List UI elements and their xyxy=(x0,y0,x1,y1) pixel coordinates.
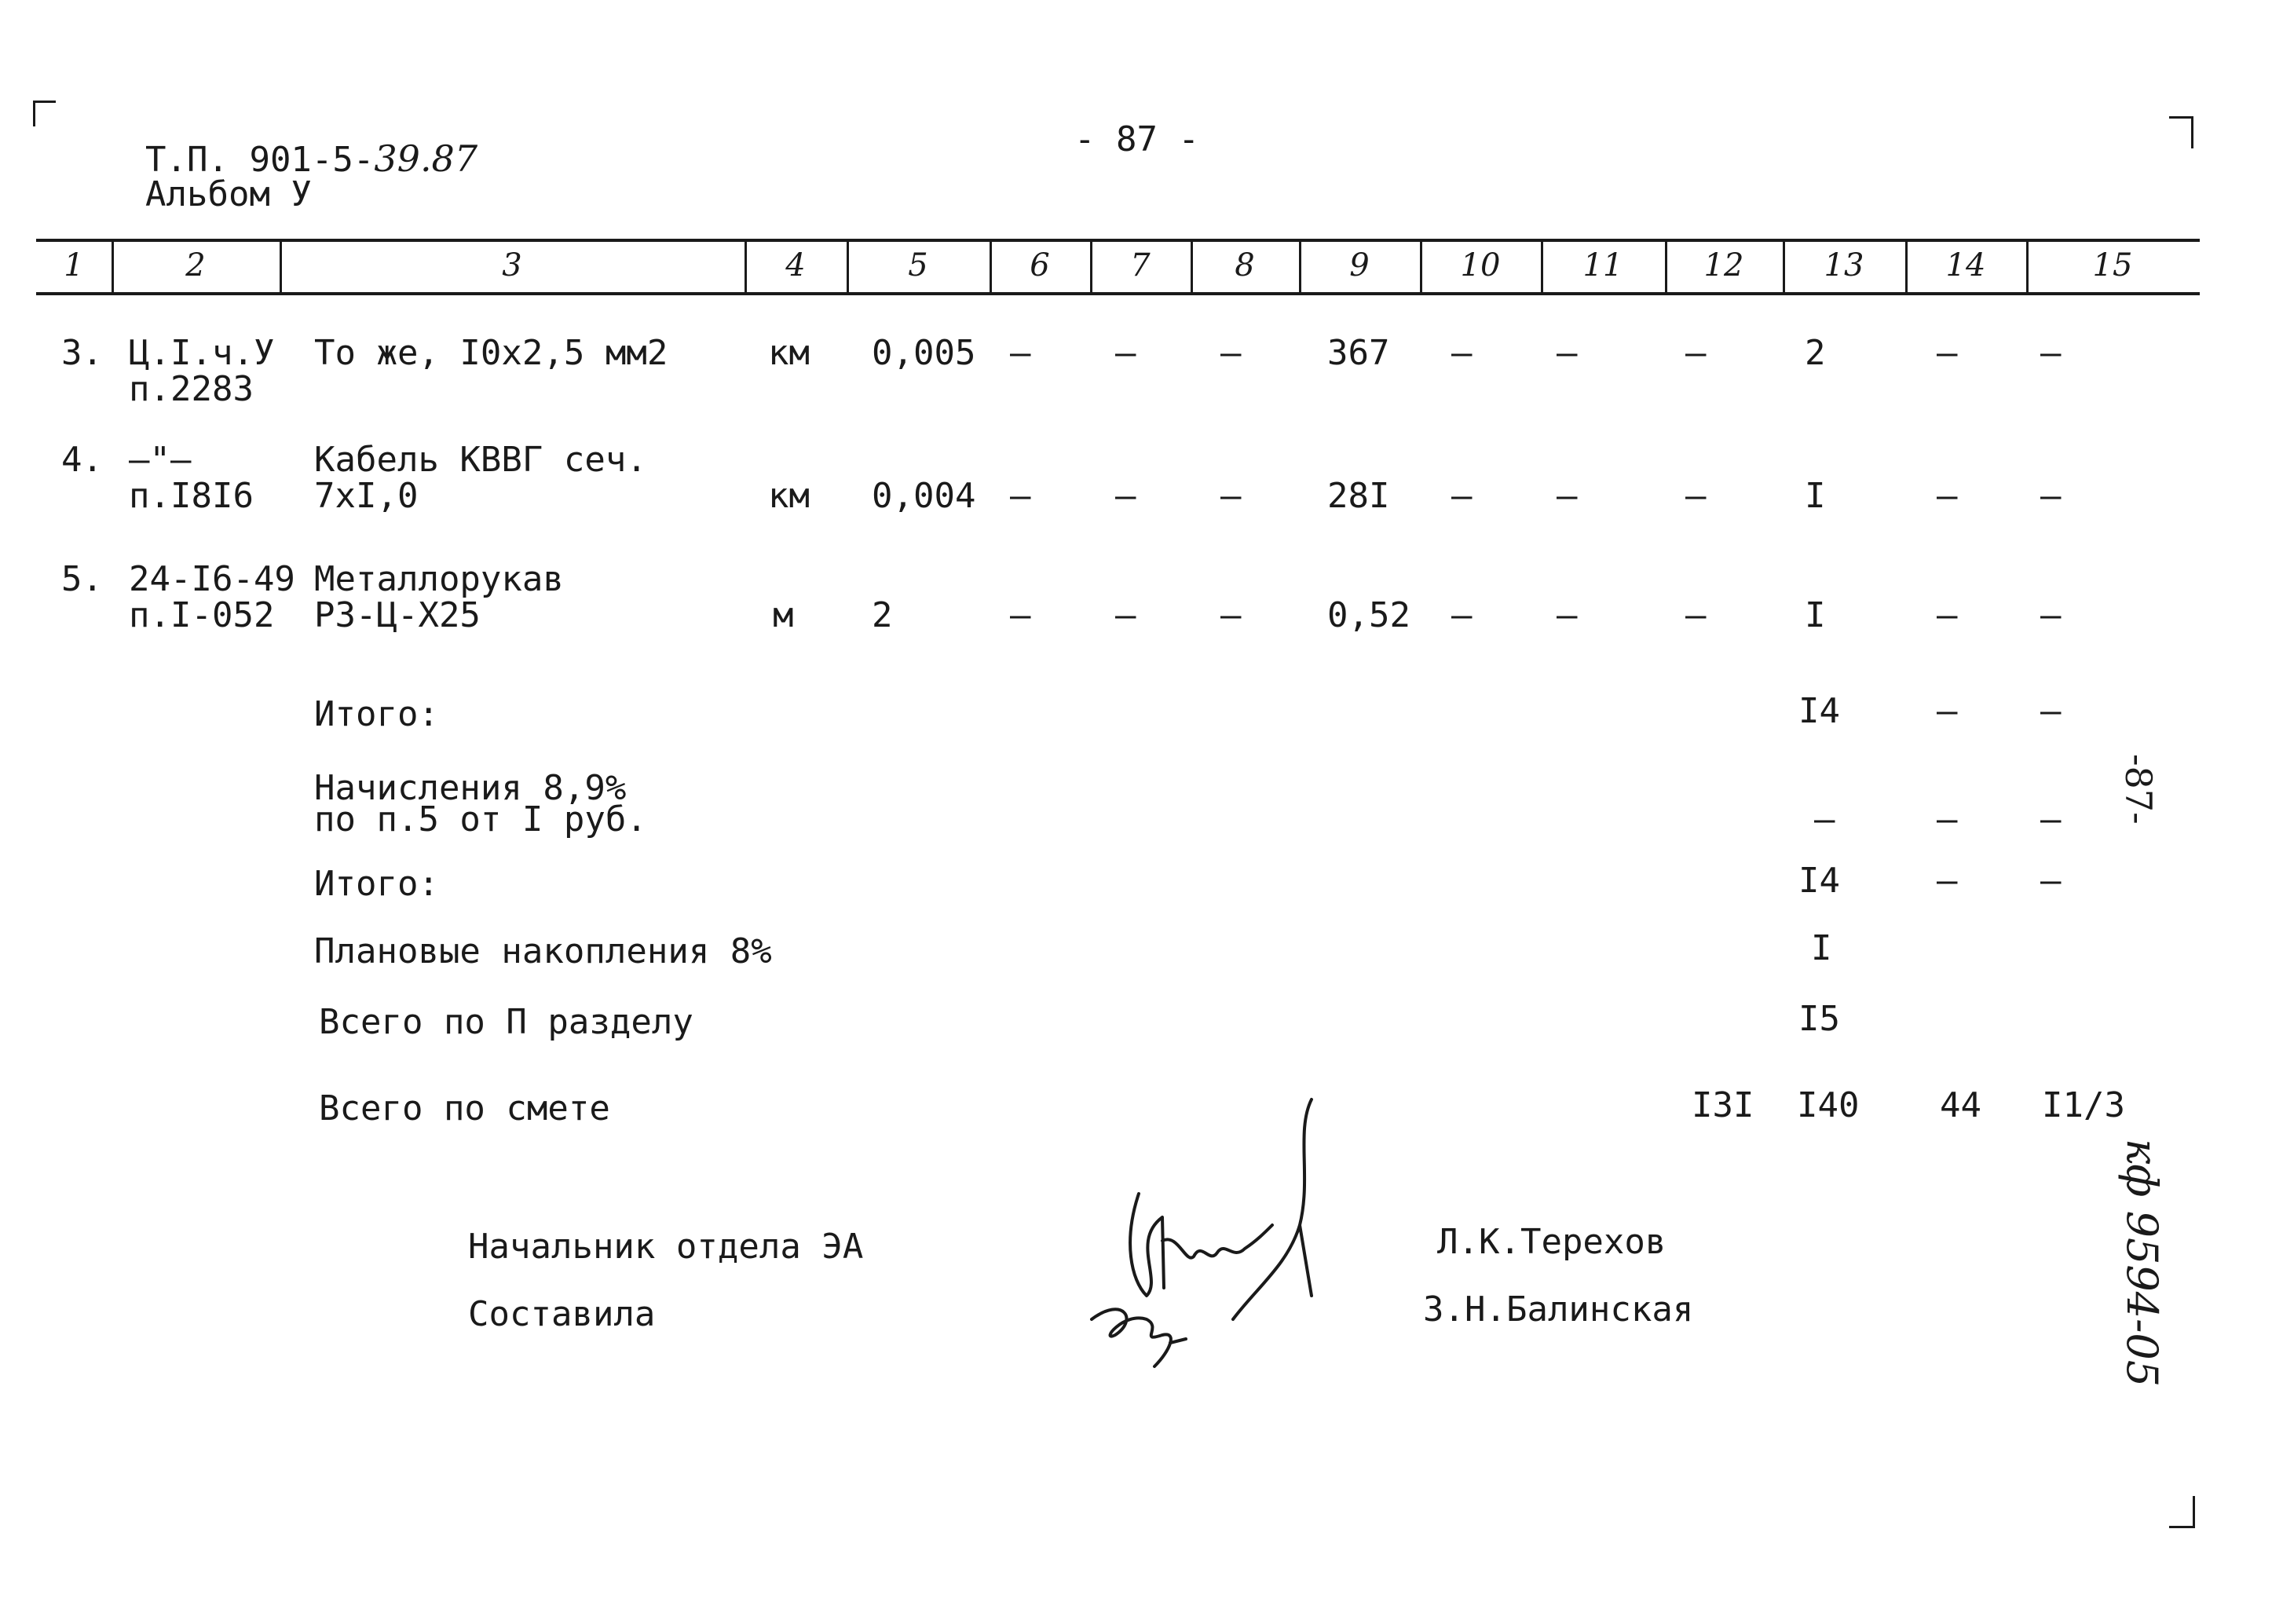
margin-page-mark: -87- xyxy=(2117,754,2160,825)
summary-vsego-smeta-c12: I3I xyxy=(1692,1085,1754,1125)
doc-code-handwritten: 39.87 xyxy=(374,137,478,180)
summary-itogo-c13: I4 xyxy=(1798,861,1840,901)
summary-itogo-c15: – xyxy=(2040,691,2062,731)
header-rule-bottom xyxy=(36,292,2200,295)
row-name: Кабель КВВГ сеч. xyxy=(314,440,647,480)
corner-mark-bottom-right xyxy=(2169,1496,2195,1528)
row-name: 7хI,0 xyxy=(314,476,419,516)
signature-name-1: Л.К.Терехов xyxy=(1437,1222,1666,1262)
column-number: 12 xyxy=(1703,247,1744,283)
column-number: 13 xyxy=(1824,247,1864,283)
cell-c9: 367 xyxy=(1327,333,1390,373)
handwritten-signature xyxy=(1076,1084,1359,1382)
summary-nachisl-label: Начисления 8,9% xyxy=(314,768,627,808)
page-number: - 87 - xyxy=(1074,119,1199,159)
cell-c9: 28I xyxy=(1327,476,1390,516)
cell-c14: – xyxy=(1937,595,1958,635)
column-number: 3 xyxy=(502,247,522,283)
column-number: 8 xyxy=(1235,247,1255,283)
row-unit: км xyxy=(768,333,810,373)
row-code: п.2283 xyxy=(129,369,254,409)
summary-itogo-label: Итого: xyxy=(314,694,439,734)
column-number: 14 xyxy=(1945,247,1986,283)
column-number: 9 xyxy=(1349,247,1370,283)
corner-mark-top-left xyxy=(33,101,56,126)
row-name: РЗ-Ц-Х25 xyxy=(314,595,481,635)
cell-c12: – xyxy=(1685,476,1707,516)
column-number: 10 xyxy=(1460,247,1501,283)
column-number: 2 xyxy=(185,247,206,283)
cell-c12: – xyxy=(1685,333,1707,373)
row-number: 4. xyxy=(61,440,103,480)
cell-c10: – xyxy=(1451,595,1473,635)
row-code: п.I-052 xyxy=(129,595,275,635)
summary-planovye-c13: I xyxy=(1811,928,1832,968)
summary-vsego-smeta-label: Всего по смете xyxy=(319,1088,610,1128)
cell-c8: – xyxy=(1220,595,1242,635)
album-label: Альбом У xyxy=(145,174,312,214)
cell-c8: – xyxy=(1220,333,1242,373)
summary-vsego-smeta-c13: I40 xyxy=(1797,1085,1860,1125)
cell-c11: – xyxy=(1557,333,1578,373)
cell-c6: – xyxy=(1010,595,1031,635)
corner-mark-top-right xyxy=(2169,116,2193,148)
signature-role-1: Начальник отдела ЭА xyxy=(468,1227,864,1267)
cell-c15: – xyxy=(2040,476,2062,516)
summary-nachisl-label-2: по п.5 от I руб. xyxy=(314,799,647,839)
cell-c11: – xyxy=(1557,595,1578,635)
summary-vsego-razdel-label: Всего по П разделу xyxy=(319,1002,693,1042)
doc-code-typed: Т.П. 901-5- xyxy=(145,140,375,180)
summary-nachisl-c13: – xyxy=(1814,799,1835,839)
row-number: 5. xyxy=(61,559,103,599)
header-rule-top xyxy=(36,239,2200,242)
column-number: 6 xyxy=(1030,247,1050,283)
summary-itogo-c13: I4 xyxy=(1798,691,1840,731)
cell-c7: – xyxy=(1115,476,1136,516)
cell-c6: – xyxy=(1010,333,1031,373)
row-code: 24-I6-49 xyxy=(129,559,295,599)
summary-planovye-label: Плановые накопления 8% xyxy=(314,931,772,971)
cell-c13: 2 xyxy=(1805,333,1826,373)
row-qty: 0,005 xyxy=(872,333,976,373)
row-qty: 2 xyxy=(872,595,893,635)
cell-c6: – xyxy=(1010,476,1031,516)
cell-c14: – xyxy=(1937,333,1958,373)
cell-c14: – xyxy=(1937,476,1958,516)
row-number: 3. xyxy=(61,333,103,373)
column-number: 11 xyxy=(1582,247,1623,283)
row-name: То же, I0х2,5 мм2 xyxy=(314,333,668,373)
row-code: Ц.I.ч.У xyxy=(129,333,275,373)
margin-archive-code: кф 9594-05 xyxy=(2117,1139,2167,1388)
summary-itogo-label: Итого: xyxy=(314,864,439,904)
summary-nachisl-c15: – xyxy=(2040,799,2062,839)
cell-c8: – xyxy=(1220,476,1242,516)
cell-c7: – xyxy=(1115,595,1136,635)
column-number: 4 xyxy=(785,247,806,283)
cell-c9: 0,52 xyxy=(1327,595,1410,635)
row-unit: км xyxy=(768,476,810,516)
row-code: п.I8I6 xyxy=(129,476,254,516)
row-unit: м xyxy=(773,595,794,635)
cell-c10: – xyxy=(1451,333,1473,373)
column-number: 5 xyxy=(908,247,928,283)
summary-itogo-c14: – xyxy=(1937,691,1958,731)
cell-c15: – xyxy=(2040,595,2062,635)
cell-c7: – xyxy=(1115,333,1136,373)
row-code: –"– xyxy=(129,440,192,480)
column-number: 15 xyxy=(2092,247,2133,283)
summary-nachisl-c14: – xyxy=(1937,799,1958,839)
cell-c11: – xyxy=(1557,476,1578,516)
signature-role-2: Составила xyxy=(468,1294,656,1334)
cell-c13: I xyxy=(1805,595,1826,635)
cell-c15: – xyxy=(2040,333,2062,373)
summary-vsego-smeta-c14: 44 xyxy=(1940,1085,1981,1125)
summary-itogo-c14: – xyxy=(1937,861,1958,901)
row-qty: 0,004 xyxy=(872,476,976,516)
summary-vsego-smeta-c15: I1/3 xyxy=(2042,1085,2125,1125)
cell-c10: – xyxy=(1451,476,1473,516)
cell-c13: I xyxy=(1805,476,1826,516)
summary-itogo-c15: – xyxy=(2040,861,2062,901)
column-number: 7 xyxy=(1130,247,1151,283)
summary-vsego-razdel-c13: I5 xyxy=(1798,999,1840,1039)
row-name: Металлорукав xyxy=(314,559,564,599)
signature-name-2: З.Н.Балинская xyxy=(1423,1289,1694,1330)
column-number: 1 xyxy=(64,247,84,283)
cell-c12: – xyxy=(1685,595,1707,635)
